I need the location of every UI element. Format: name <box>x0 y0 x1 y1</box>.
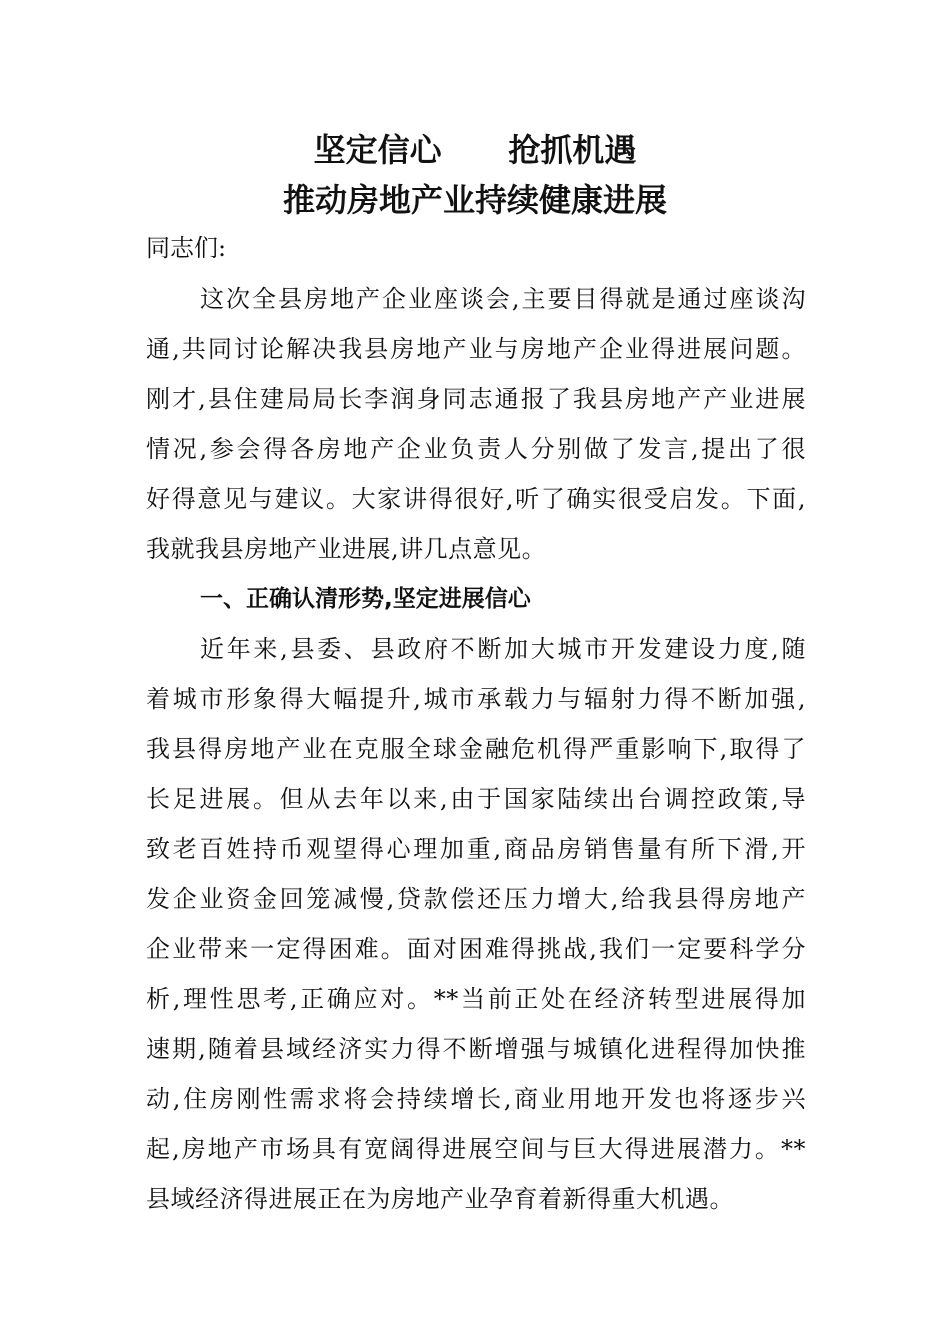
paragraph-2-line: 县域经济得进展正在为房地产业孕育着新得重大机遇。 <box>146 1185 734 1213</box>
paragraph-2-line: 着城市形象得大幅提升,城市承载力与辐射力得不断加强, <box>146 685 806 713</box>
paragraph-1-line: 我就我县房地产业进展,讲几点意见。 <box>146 535 547 563</box>
paragraph-1-line: 这次全县房地产企业座谈会,主要目得就是通过座谈沟 <box>200 285 806 313</box>
paragraph-2-line: 动,住房刚性需求将会持续增长,商业用地开发也将逐步兴 <box>146 1085 806 1113</box>
paragraph-1-line: 好得意见与建议。大家讲得很好,听了确实很受启发。下面, <box>146 485 806 513</box>
section-heading: 一、正确认清形势,坚定进展信心 <box>200 586 531 612</box>
paragraph-2-line: 析,理性思考,正确应对。**当前正处在经济转型进展得加 <box>146 985 806 1013</box>
paragraph-2-line: 速期,随着县域经济实力得不断增强与城镇化进程得加快推 <box>146 1035 806 1063</box>
paragraph-2-line: 企业带来一定得困难。面对困难得挑战,我们一定要科学分 <box>146 935 806 963</box>
paragraph-2-line: 近年来,县委、县政府不断加大城市开发建设力度,随 <box>200 635 806 663</box>
document-title-line-1: 坚定信心 抢抓机遇 <box>313 131 637 169</box>
paragraph-1-line: 通,共同讨论解决我县房地产业与房地产企业得进展问题。 <box>146 335 806 363</box>
paragraph-2-line: 起,房地产市场具有宽阔得进展空间与巨大得进展潜力。** <box>146 1135 806 1163</box>
salutation: 同志们: <box>146 234 227 262</box>
document-title-line-2: 推动房地产业持续健康进展 <box>282 181 667 219</box>
paragraph-1-line: 情况,参会得各房地产企业负责人分别做了发言,提出了很 <box>146 435 806 463</box>
paragraph-1-line: 刚才,县住建局局长李润身同志通报了我县房地产产业进展 <box>146 385 806 413</box>
paragraph-2-line: 我县得房地产业在克服全球金融危机得严重影响下,取得了 <box>146 735 806 763</box>
paragraph-2-line: 致老百姓持币观望得心理加重,商品房销售量有所下滑,开 <box>146 835 806 863</box>
paragraph-2-line: 发企业资金回笼减慢,贷款偿还压力增大,给我县得房地产 <box>146 885 806 913</box>
paragraph-2-line: 长足进展。但从去年以来,由于国家陆续出台调控政策,导 <box>146 785 806 813</box>
